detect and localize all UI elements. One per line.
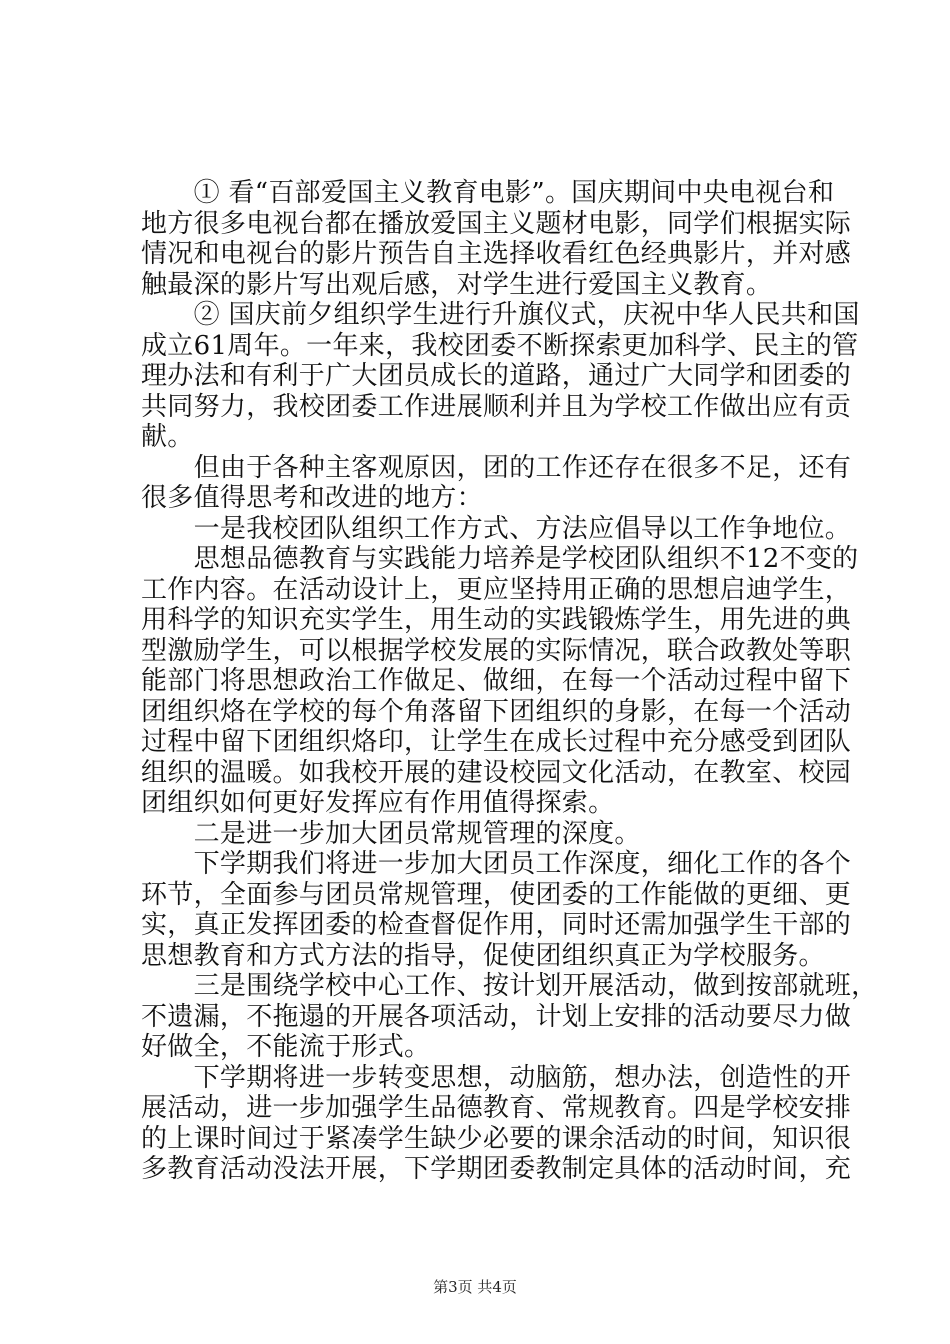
- text-line: 不遗漏，不拖遢的开展各项活动，计划上安排的活动要尽力做: [141, 1001, 852, 1032]
- text-line: 好做全，不能流于形式。: [141, 1032, 431, 1062]
- text-line: ① 看“百部爱国主义教育电影”。国庆期间中央电视台和: [141, 178, 835, 208]
- text-line: 理办法和有利于广大团员成长的道路，通过广大同学和团委的: [141, 361, 852, 391]
- text-line: 工作内容。在活动设计上，更应坚持用正确的思想启迪学生，: [141, 574, 852, 605]
- text-line: ② 国庆前夕组织学生进行升旗仪式，庆祝中华人民共和国: [141, 300, 860, 330]
- text-line: 地方很多电视台都在播放爱国主义题材电影，同学们根据实际: [141, 208, 852, 239]
- text-line: 二是进一步加大团员常规管理的深度。: [141, 818, 641, 849]
- text-line: 环节，全面参与团员常规管理，使团委的工作能做的更细、更: [141, 879, 852, 910]
- text-line: 的上课时间过于紧凑学生缺少必要的课余活动的时间，知识很: [141, 1123, 852, 1154]
- text-line: 能部门将思想政治工作做足、做细，在每一个活动过程中留下: [141, 666, 852, 696]
- text-line: 思想教育和方式方法的指导，促使团组织真正为学校服务。: [141, 940, 825, 971]
- text-line: 下学期我们将进一步加大团员工作深度，细化工作的各个: [141, 849, 852, 879]
- text-line: 展活动，进一步加强学生品德教育、常规教育。四是学校安排: [141, 1093, 852, 1123]
- text-line: 实，真正发挥团委的检查督促作用，同时还需加强学生干部的: [141, 910, 852, 940]
- text-line: 多教育活动没法开展，下学期团委教制定具体的活动时间，充: [141, 1154, 852, 1184]
- text-line: 下学期将进一步转变思想，动脑筋，想办法，创造性的开: [141, 1062, 852, 1093]
- text-line: 团组织烙在学校的每个角落留下团组织的身影，在每一个活动: [141, 696, 852, 727]
- text-line: 很多值得思考和改进的地方：: [141, 483, 483, 513]
- text-line: 一是我校团队组织工作方式、方法应倡导以工作争地位。: [141, 513, 852, 544]
- text-line: 团组织如何更好发挥应有作用值得探索。: [141, 788, 615, 818]
- text-line: 型激励学生，可以根据学校发展的实际情况，联合政教处等职: [141, 635, 852, 666]
- text-line: 但由于各种主客观原因，团的工作还存在很多不足，还有: [141, 452, 852, 483]
- text-line: 三是围绕学校中心工作、按计划开展活动，做到按部就班，: [141, 971, 878, 1001]
- text-line: 情况和电视台的影片预告自主选择收看红色经典影片，并对感: [141, 239, 852, 269]
- text-line: 献。: [141, 422, 194, 452]
- text-line: 共同努力，我校团委工作进展顺利并且为学校工作做出应有贡: [141, 391, 852, 422]
- text-line: 组织的温暖。如我校开展的建设校园文化活动，在教室、校园: [141, 757, 852, 788]
- page-footer: 第3页 共4页: [433, 1278, 517, 1296]
- text-line: 过程中留下团组织烙印，让学生在成长过程中充分感受到团队: [141, 727, 852, 757]
- text-line: 思想品德教育与实践能力培养是学校团队组织不12不变的: [141, 544, 859, 574]
- text-line: 用科学的知识充实学生，用生动的实践锻炼学生，用先进的典: [141, 605, 852, 635]
- text-line: 触最深的影片写出观后感，对学生进行爱国主义教育。: [141, 269, 773, 300]
- text-line: 成立61周年。一年来，我校团委不断探索更加科学、民主的管: [141, 330, 859, 361]
